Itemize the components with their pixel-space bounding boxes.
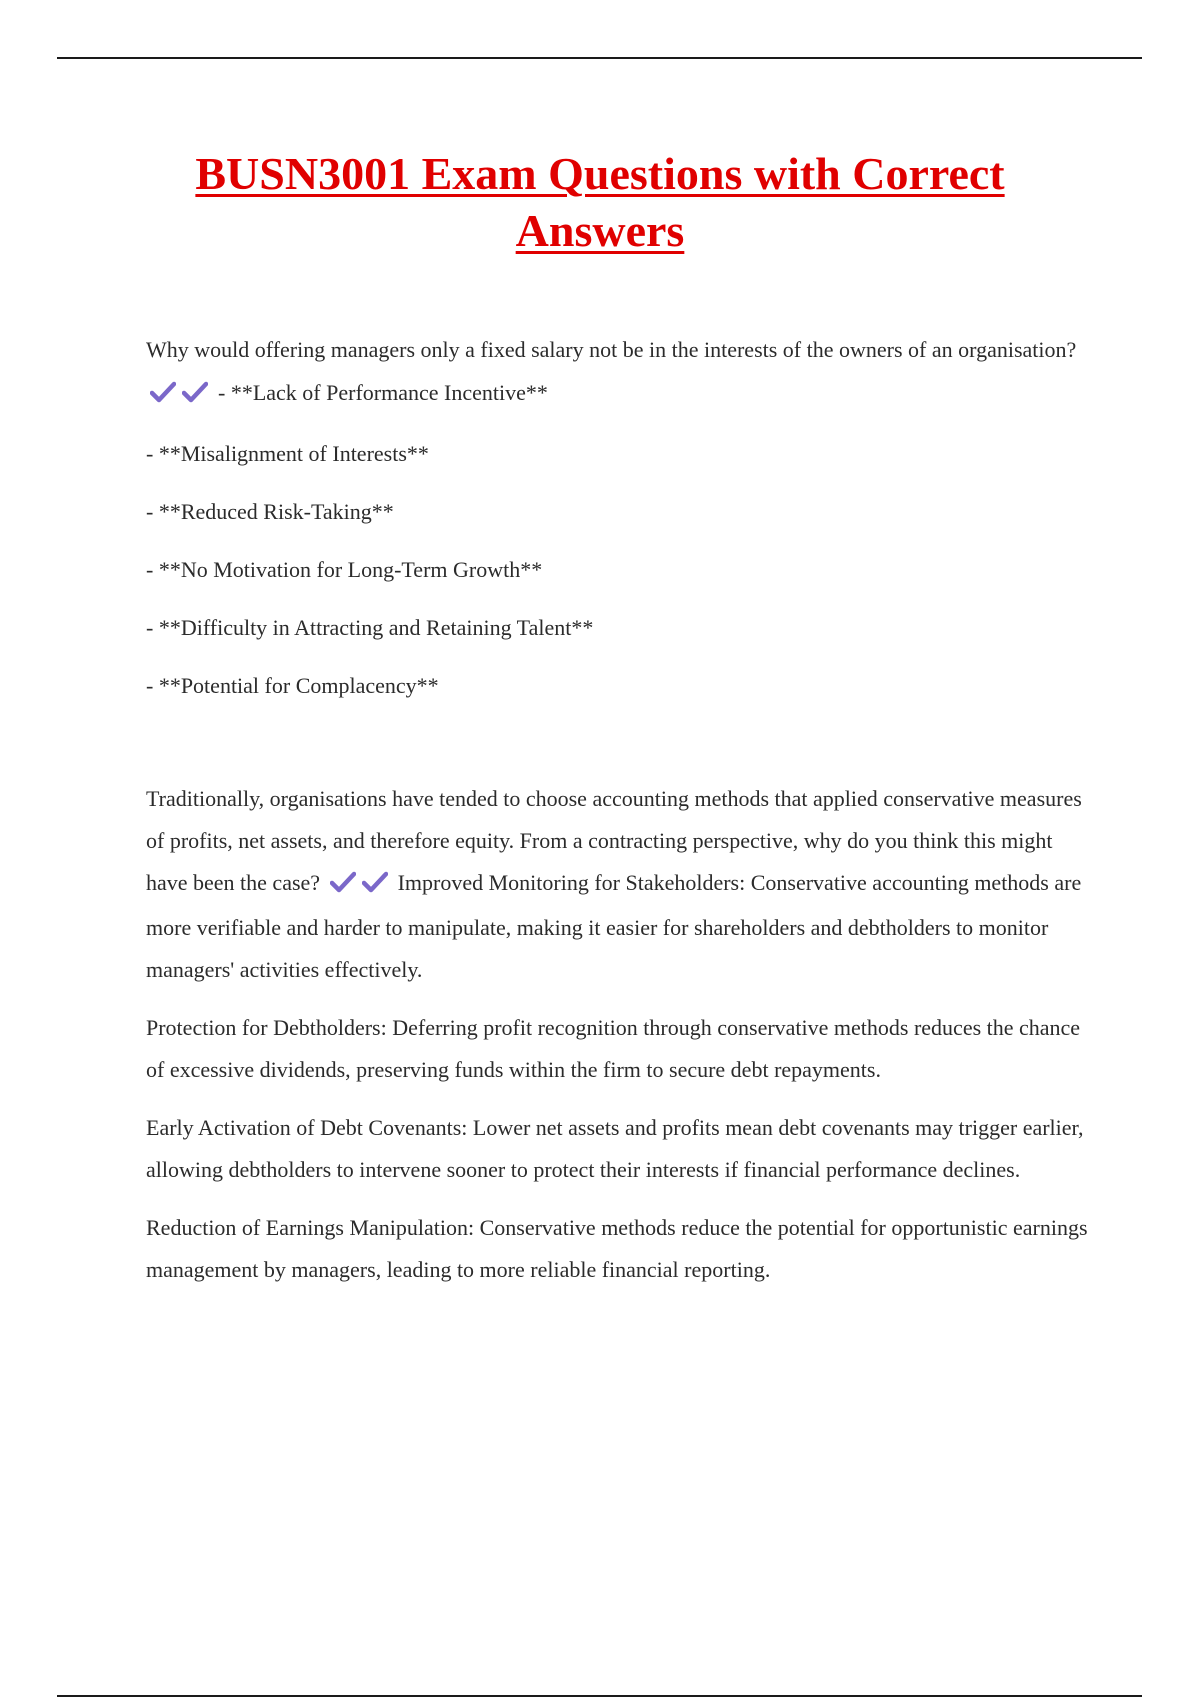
answer-item: - **Potential for Complacency** [146, 673, 439, 698]
top-rule [57, 57, 1142, 59]
title-line-2: Answers [515, 205, 685, 256]
answer-marker [330, 865, 394, 907]
answer-item: - **Reduced Risk-Taking** [146, 499, 394, 524]
answer-marker [150, 374, 214, 417]
answer-text: Improved Monitoring for Stakeholders: Conservative accounting methods are more verifiable and harder to manipulate, making it easier for shareholders and debtholders to monitor managers' activities effectively. [146, 870, 1082, 982]
question-text: Why would offering managers only a fixed salary not be in the interests of the owners of an organisation? [146, 337, 1077, 362]
bottom-rule [57, 1695, 1142, 1697]
answer-item: - **Misalignment of Interests** [146, 441, 429, 466]
answer-item: - **No Motivation for Long-Term Growth** [146, 557, 543, 582]
question-block-1 [146, 328, 1096, 707]
question-block-2 [146, 778, 1096, 1291]
question-text: Traditionally, organisations have tended to choose accounting methods that applied conservative measures of profits, net assets, and therefore equity. From a contracting perspective, why do you think this might have been the case? [146, 786, 1082, 895]
question-paragraph [146, 778, 1096, 991]
check-icon [182, 381, 208, 403]
answer-item: - **Difficulty in Attracting and Retaining Talent** [146, 615, 594, 640]
answer-paragraph: Reduction of Earnings Manipulation: Conservative methods reduce the potential for opportunistic earnings management by managers, leading to more reliable financial reporting. [146, 1215, 1088, 1282]
answer-paragraph: Protection for Debtholders: Deferring profit recognition through conservative methods reduces the chance of excessive dividends, preserving funds within the firm to secure debt repayments. [146, 1015, 1081, 1082]
check-icon [330, 871, 356, 893]
question-paragraph [146, 328, 1096, 417]
answer-text: - **Lack of Performance Incentive** [218, 380, 548, 405]
document-title [150, 145, 1050, 259]
answer-paragraph: Early Activation of Debt Covenants: Lower net assets and profits mean debt covenants may trigger earlier, allowing debtholders to intervene sooner to protect their interests if financial performance declines. [146, 1115, 1084, 1182]
check-icon [150, 381, 176, 403]
check-icon [362, 871, 388, 893]
title-line-1: BUSN3001 Exam Questions with Correct [195, 148, 1005, 199]
